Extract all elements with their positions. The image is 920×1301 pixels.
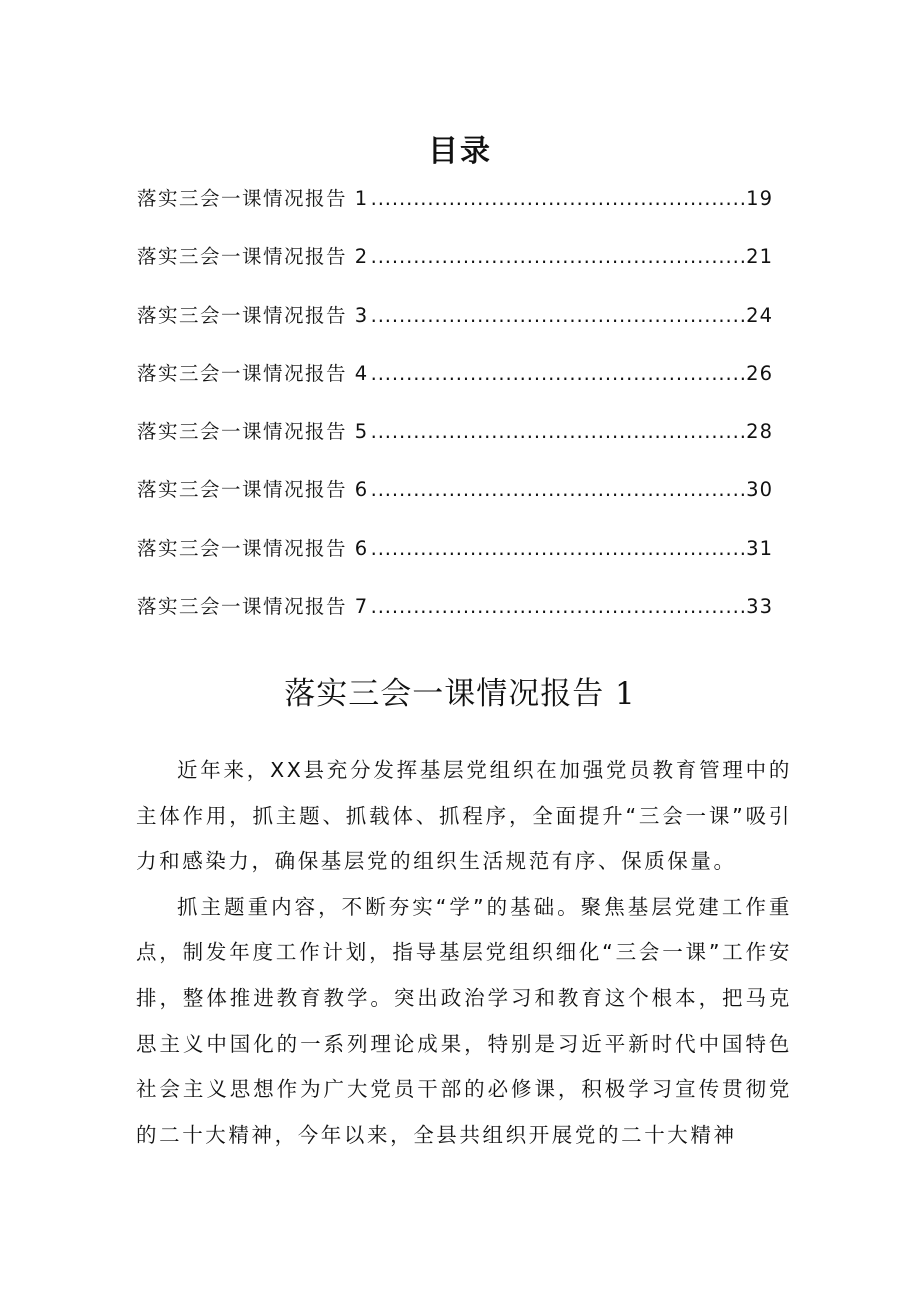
toc-item-page: 24 [746,303,773,327]
toc-item-label: 落实三会一课情况报告 1 [137,187,369,210]
toc-item[interactable] [137,299,773,357]
toc-item-label: 落实三会一课情况报告 7 [137,595,369,619]
toc-item[interactable] [137,590,773,648]
toc-item-label: 落实三会一课情况报告 6 [137,536,369,560]
toc-dot-leader [371,532,745,566]
toc-item-page: 28 [746,420,773,444]
toc-dot-leader [371,182,745,216]
article-body [136,748,792,1158]
toc-item-label: 落实三会一课情况报告 2 [137,245,369,269]
toc-item[interactable] [137,473,773,531]
toc-item-page: 31 [746,536,773,560]
toc-item-page: 30 [746,478,773,502]
toc-dot-leader [371,590,745,624]
article-paragraph: 抓主题重内容，不断夯实“学”的基础。聚焦基层党建工作重点，制发年度工作计划，指导基层党组织细化“三会一课”工作安排，整体推进教育教学。突出政治学习和教育这个根本，把马克思主义中国化的一系列理论成果，特别是习近平新时代中国特色社会主义思想作为广大党员干部的必修课，积极学习宣传贯彻党的二十大精神，今年以来，全县共组织开展党的二十大精神 [136,894,792,1147]
toc-item[interactable] [137,532,773,590]
toc-dot-leader [371,240,745,274]
toc-item[interactable] [137,182,773,240]
toc-title: 目录 [428,134,492,169]
toc-dot-leader [371,299,745,333]
toc-item[interactable] [137,357,773,415]
toc-list [137,182,773,648]
toc-item-label: 落实三会一课情况报告 5 [137,420,369,444]
toc-item[interactable] [137,240,773,298]
toc-item[interactable] [137,415,773,473]
toc-dot-leader [371,415,745,449]
toc-dot-leader [371,357,745,391]
toc-item-page: 19 [746,187,773,210]
toc-dot-leader [371,473,745,507]
toc-item-label: 落实三会一课情况报告 4 [137,361,369,385]
toc-item-label: 落实三会一课情况报告 6 [137,478,369,502]
toc-item-label: 落实三会一课情况报告 3 [137,303,369,327]
article-paragraph: 近年来，XX县充分发挥基层党组织在加强党员教育管理中的主体作用，抓主题、抓载体、抓程序，全面提升“三会一课”吸引力和感染力，确保基层党的组织生活规范有序、保质保量。 [136,758,792,874]
toc-item-page: 21 [746,245,773,269]
toc-item-page: 26 [746,361,773,385]
toc-item-page: 33 [746,595,773,619]
article-title: 落实三会一课情况报告 1 [284,676,636,712]
